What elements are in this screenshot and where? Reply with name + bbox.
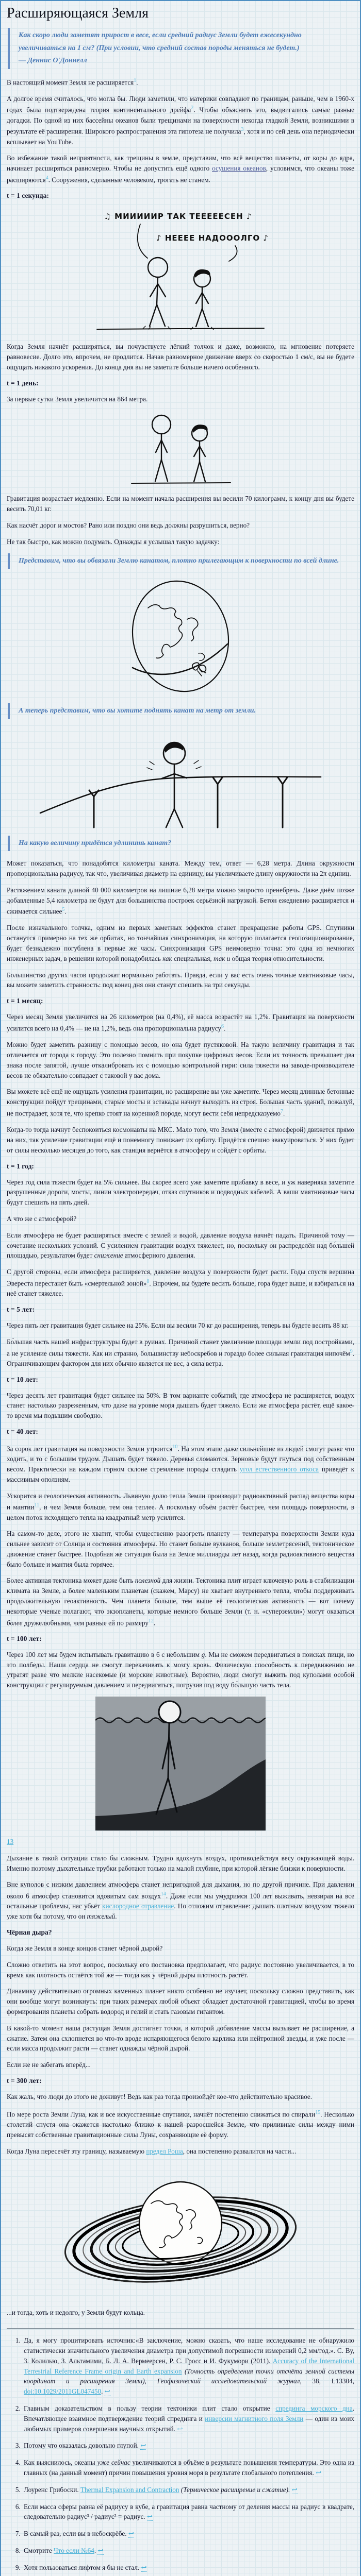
text-run: За сорок лет гравитация на поверхности Земли утроится xyxy=(7,1445,172,1452)
text-run: . Впечатляющее взаимное подтверждение теорий спрединга и xyxy=(24,2404,354,2422)
text-run: дружелюбными, чем равные ей по размеру xyxy=(23,1619,149,1626)
footnote-item xyxy=(22,2529,354,2539)
quote-line: Представим, что вы обвязали Землю канатом, плотно прилегающим к поверхности по всей длине. xyxy=(19,555,347,568)
time-heading xyxy=(7,1428,354,1436)
text-run: для жизни. Тектоника плит играет ключевую роль в стабилизации климата на Земле, а более маленьким планетам (скажем, Марсу) не хватает внутреннего тепла, чтобы поддерживать продолжительную геоактивность. Чем планета больше, тем выше её геологическая активность — вот почему некоторые ученые полагают, что экзопланеты, которые немного больше Земли (т. н. «суперземли») могут оказаться xyxy=(7,1577,354,1615)
text-link[interactable]: осушения океанов xyxy=(212,164,266,172)
paragraph xyxy=(7,1267,354,1299)
paragraph xyxy=(7,1087,354,1118)
text-run: . Несколько столетий спустя она окажется настолько близко к нашей разросшейся Земле, что приливные силы между ними превысят собственные гравитационные силы Луны, сохраняющие её форму. xyxy=(7,2110,354,2139)
text-run: , она постепенно развалится на части... xyxy=(183,2147,296,2155)
paragraph xyxy=(7,2108,354,2140)
paragraph xyxy=(7,1986,354,2016)
text-run: Более активная тектоника может даже быть xyxy=(7,1577,135,1584)
paragraph xyxy=(7,1125,354,1155)
singing-stickfigures-illustration xyxy=(72,207,289,335)
figure-rings xyxy=(7,2162,354,2301)
text-run: Вне куполов с низким давлением атмосфера станет непригодной для дыхания, но по другой причине. При давлении около 6 атмосфер становится ядовитым сам воздух xyxy=(7,1880,354,1900)
figure-swim xyxy=(7,1697,354,1831)
footnote-sup xyxy=(315,2109,320,2115)
text-run: Через десять лет гравитация будет сильнее на 50%. В том варианте событий, где атмосфера не расширяется, воздух станет настолько разреженным, что даже на уровне моря дышать будет тяжело. Если же атмосфера растёт, ещё какое-то время мы подышим свободно. xyxy=(7,1392,354,1420)
text-run: Лоуренс Грибоски. xyxy=(24,2486,80,2494)
heading-text: t = 40 лет: xyxy=(7,1428,38,1435)
text-run: . Но отложим отравление: дышать плотным воздухом тяжело уже хотя бы потому, что он xyxy=(7,1902,354,1920)
paragraph xyxy=(7,153,354,185)
text-link[interactable]: Thermal Expansion and Contraction xyxy=(80,2486,179,2494)
footnote-backlink[interactable]: ↩ xyxy=(141,2564,147,2572)
text-run: За первые сутки Земля увеличится на 864 метра. xyxy=(7,395,147,403)
paragraph xyxy=(7,1960,354,1980)
text-run: . xyxy=(224,1024,225,1032)
text-run: . xyxy=(115,1912,117,1920)
text-run: . xyxy=(136,78,138,86)
time-heading xyxy=(7,1635,354,1643)
text-run: В какой-то момент наша растущая Земля достигнет точки, в которой добавление массы вызывает не расширение, а сжатие. Затем она схлопнется во что-то вроде испаряющегося белого карлика или нейтронной звезды, и уже после — если масса продолжит расти — станет однажды чёрной дырой. xyxy=(7,2024,354,2053)
footnote-sup xyxy=(34,1502,39,1508)
text-run: Смотрите xyxy=(24,2547,54,2554)
footnote-backlink[interactable]: ↩ xyxy=(177,2425,183,2433)
text-link[interactable]: спрединга морского дна xyxy=(275,2404,353,2412)
paragraph xyxy=(7,970,354,991)
quote-line: А теперь представим, что вы хотите поднять канат на метр от земли. xyxy=(19,705,347,718)
emphasis-text: снижение xyxy=(94,1251,123,1259)
text-run: Дыхание в такой ситуации стало бы сложным. Трудно вдохнуть воздух, противодействуя весу окружающей воды. Именно поэтому дыхательные трубки работают только на малой глубине, при которой лёгкие близки к поверхности. xyxy=(7,1854,354,1872)
footnote-ref[interactable]: 7 xyxy=(281,1109,283,1114)
text-run: — один из моих любимых примеров совершения научных открытий. xyxy=(24,2415,354,2433)
text-run: Во избежание такой неприятности, как трещины в земле, представим, что всё вещество планеты, от коры до ядра, начинает расширяться равномерно. Чтобы не допустить ещё одного xyxy=(7,154,354,172)
text-link[interactable]: 13 xyxy=(7,1838,13,1845)
paragraph xyxy=(7,1230,354,1261)
time-heading xyxy=(7,1376,354,1384)
inline-quote xyxy=(8,553,354,569)
text-run: Когда-то тогда начнут беспокоиться космонавты на МКС. Мало того, что Земля (вместе с атмосферой) движется прямо на них, так усиление гравитации ещё и понемногу понижает их орбиту. Придётся спешно эвакуироваться. У них будет от силы несколько месяцев до того, как станция вернётся в атмосферу и сойдёт с орбиты. xyxy=(7,1126,354,1154)
footnote-item xyxy=(22,2441,354,2451)
text-run: Гравитация возрастает медленно. Если на момент начала расширения вы весили 70 килограмм, к концу дня вы будете весить 70,01 кг. xyxy=(7,495,354,513)
footnote-backlink[interactable]: ↩ xyxy=(316,2469,321,2477)
paragraph xyxy=(7,94,354,147)
speech-text: ♫ МИИИИИР ТАК ТЕЕЕЕЕСЕН ♪ xyxy=(104,212,252,221)
text-run: , хотя и по сей день она периодически всплывает на YouTube. xyxy=(7,128,354,146)
footnote-backlink[interactable]: ↩ xyxy=(147,2513,153,2521)
footnote-ref[interactable]: 11 xyxy=(34,1502,39,1508)
text-run: Как выяснилось, океаны xyxy=(24,2459,97,2466)
text-run: приведёт к массивным оползням. xyxy=(7,1465,354,1483)
quote-line: Как скоро люди заметят прирост в весе, если средний радиус Земли будет ежесекундно увеличиваться на 1 см? (При условии, что средний состав породы меняться не будет.) xyxy=(19,29,347,55)
heading-text: Чёрная дыра? xyxy=(7,1928,52,1936)
footnote-backlink[interactable]: ↩ xyxy=(140,2442,146,2450)
text-run: Как жаль, что люди до этого не доживут! Ведь как раз тогда произойдёт кое-что действительно красивое. xyxy=(7,2093,312,2100)
paragraph xyxy=(7,1012,354,1033)
text-run: Можно будет заметить разницу с помощью весов, но она будет пустяковой. На такую величину гравитация и так отличается от города к городу. Это полезно помнить при покупке цифровых весов. Если их точность превышает два знака после запятой, лучше откалибровать их с помощью контрольной гири: сила тяжести на заводе-производителе весов не обязательно совпадает с таковой у вас дома. xyxy=(7,1041,354,1079)
heading-text: t = 1 месяц: xyxy=(7,997,43,1005)
footnote-ref[interactable]: 10 xyxy=(172,1444,177,1450)
text-run: Бо́льшая часть нашей инфраструктуры будет в руинах. Причиной станет увеличение площади земли под постройками, а не усиление силы тяжести. Как ни странно, большинству небоскребов и гораздо более сильная гравитация нипочём xyxy=(7,1338,354,1357)
paragraph xyxy=(7,494,354,514)
text-run: На самом-то деле, этого не хватит, чтобы существенно разогреть планету — температура поверхности Земли куда сильнее зависит от Солнца и состояния атмосферы. Но станет больше вулканов, больше землетрясений, тектоническое движение станет быстрее. Подобная же ситуация была на Земле миллиарды лет назад, когда радиоактивного вещества было больше и мантия была горячее. xyxy=(7,1530,354,1568)
footnote-sup xyxy=(161,1891,166,1897)
footnote-ref[interactable]: 6 xyxy=(221,1024,224,1029)
text-run: Вы можете всё ещё не ощущать усиления гравитации, но расширение вы уже заметите. Через месяц длинные бетонные конструкции пойдут трещинами, старые мосты и эстакады начнут выходить из строя. Большая часть зданий, пожалуй, не пострадает, хотя те, что крепко стоят на коренной породе, могут вести себя непредсказуемо xyxy=(7,1088,354,1117)
text-run: А что же с атмосферой? xyxy=(7,1215,76,1223)
text-run: Ускорится и геологическая активность. Львиную долю тепла Земли производит радиоактивный распад вещества коры и мантии xyxy=(7,1492,354,1511)
text-run: В самый раз, если вы в небоскрёбе. xyxy=(24,2530,127,2537)
text-link[interactable]: инверсии магнитного поля Земли xyxy=(205,2415,303,2422)
text-run: Через месяц Земля увеличится на 26 километров (на 0,4%), её масса возрастёт на 1,2%. Гравитация на поверхности усилится всего на 0,4% — не на 1,2%, ведь она пропорциональна радиусу xyxy=(7,1013,354,1032)
text-run: Может показаться, что понадобятся километры каната. Между тем, ответ — 6,28 метра. Длина окружности пропорциональна радиусу, так что, увеличивая диаметр на единицу, вы увеличиваете длину окружности на 2π единиц. xyxy=(7,859,354,877)
paragraph xyxy=(7,1214,354,1224)
emphasis-text: более xyxy=(7,1619,23,1626)
text-run: Да, я могу процитировать источник:«В заключение, можно сказать, что наше исследование не обнаружило статистически значительного увеличения диаметра при допустимой погрешности измерений 0,2 мм/год.». С. Ву, З. Колилью, З. Альтамими, Б. Л. А. Вермеерсен, Р. С. Гросс и И. Фукумори (2011). xyxy=(24,2336,354,2365)
text-run: Хотя пользоваться лифтом я бы не стал. xyxy=(24,2564,139,2571)
paragraph xyxy=(7,1879,354,1922)
text-run: . Даже если мы умудримся 100 лет выживать, невзирая на все остальные проблемы, нас убьёт xyxy=(7,1892,354,1910)
text-run: Когда же Земля в конце концов станет чёрной дырой? xyxy=(7,1944,162,1952)
figure-stand xyxy=(7,410,354,487)
paragraph xyxy=(7,1943,354,1954)
ringed-earth-illustration xyxy=(59,2162,302,2301)
footnote-backlink[interactable]: ↩ xyxy=(105,2387,110,2396)
footnote-backlink[interactable]: ↩ xyxy=(128,2530,134,2538)
footnotes-divider xyxy=(7,2328,354,2329)
footnote-sup xyxy=(149,1618,154,1624)
text-link[interactable]: Accuracy of the International Terrestrial Reference Frame origin and Earth expansion xyxy=(24,2357,354,2375)
text-link[interactable]: угол естественного откоса xyxy=(240,1465,319,1473)
text-run: Как насчёт дорог и мостов? Рано или поздно они ведь должны разрушиться, верно? xyxy=(7,521,250,529)
footnote-ref[interactable]: 14 xyxy=(161,1891,166,1897)
text-run: Через год сила тяжести будет на 5% сильнее. Вы скорее всего уже заметите прибавку в весе, и уж наверняка заметите разрушенные дороги, мосты, линии электропередач, отказ спутников и подводных кабелей. А ваши маятниковые часы будут спешить на пять дней. xyxy=(7,1178,354,1207)
footnote-item xyxy=(22,2485,354,2495)
footnote-backlink[interactable]: ↩ xyxy=(292,2486,298,2494)
paragraph xyxy=(7,1650,354,1690)
page-title: Расширяющаяся Земля xyxy=(7,5,354,22)
text-run: . xyxy=(154,1619,155,1626)
text-run: , и чем Земля больше, тем она теплее. А поскольку объём растёт быстрее, чем площадь поверхности, в целом поток исходящего тепла на квадратный метр усилится. xyxy=(7,1503,354,1521)
paragraph xyxy=(7,520,354,531)
text-run: , условимся, что океаны тоже расширяются xyxy=(7,164,354,183)
figure-globe xyxy=(7,576,354,697)
time-heading xyxy=(7,379,354,387)
text-run: . На этом этапе даже сильнейшие из людей смогут разве что ходить, и то с большим трудом. Дышать будет тяжело. Деревья сломаются. Зерновые будут гнуться под собственным весом. Практически на каждом горном склоне стремление породы сгладить xyxy=(7,1445,354,1473)
text-run: Через пять лет гравитация будет сильнее на 25%. Если вы весили 70 кг до расширения, теперь вы будете весить 88 кг. xyxy=(7,1321,349,1329)
paragraph xyxy=(7,1040,354,1080)
text-run: По мере роста Земли Луна, как и все искусственные спутники, начнёт постепенно снижаться по спирали xyxy=(7,2110,315,2118)
text-run: Если масса сферы равна её радиусу в кубе, а гравитация равна частному от деления массы на радиус в квадрате, следовательно радиус³ / радиус² = радиус. xyxy=(24,2503,354,2521)
two-stickfigures-illustration xyxy=(116,410,245,487)
paragraph xyxy=(7,1837,354,1847)
text-link[interactable]: doi:10.1029/2011GL047450 xyxy=(24,2387,101,2395)
time-heading xyxy=(7,997,354,1005)
paragraph xyxy=(7,76,354,88)
text-run: Сложно ответить на этот вопрос, поскольку его постановка предполагает, что радиус постоянно увеличивается, в то время как плотность остаётся той же — тогда как у чёрной дыры плотность растёт. xyxy=(7,1961,354,1979)
text-run: . Мы не сможем передвигаться в поисках пищи, но это полбеды. Наши сердца не смогут перекачивать к мозгу кровь. Физическую способность к передвижению не утратят разве что мелкие насекомые (и морские животные). Вероятно, люди смогут выжить под куполами особой конструкции с регулируемым давлением и передвигаться, погрузив под воду бо́льшую часть тела. xyxy=(7,1651,354,1689)
text-run: Не так быстро, как можно подумать. Однажды я услышал такую задачку: xyxy=(7,538,219,546)
article-page xyxy=(1,1,360,2576)
text-run: Большинство других часов продолжат нормально работать. Правда, если у вас есть очень точные маятниковые часы, вы можете заметить странность: под конец дня они станут спешить на три секунды. xyxy=(7,971,354,989)
paragraph xyxy=(7,1853,354,1874)
time-heading xyxy=(7,2077,354,2085)
heading-text: t = 1 секунда: xyxy=(7,192,49,199)
text-run: Когда Земля начнёт расширяться, вы почувствуете лёгкий толчок и даже, возможно, на мгновение потеряете равновесие. Долго это, впрочем, не продлится. Начав равномерное движение вверх со скоростью 1 см/с, вы не будете ощущать никакого ускорения. До конца дня вы не заметите больше ничего особенного. xyxy=(7,343,354,371)
emphasis-text: (Термическое расширение и сжатие). xyxy=(181,2486,290,2494)
footnote-ref[interactable]: 4 xyxy=(46,175,48,181)
text-run: Динамику действительно огромных каменных планет никто особенно не изучает, поскольку сложно представить, как они вообще могут возникнуть: при таких размерах любой объект обладает достаточной гравитацией, чтобы во время формирования планеты собрать водород и гелий и стать газовым гигантом. xyxy=(7,1987,354,2015)
paragraph xyxy=(7,1337,354,1369)
paragraph xyxy=(7,1491,354,1523)
text-run: Когда Луна пересечёт эту границу, называемую xyxy=(7,2147,146,2155)
paragraph xyxy=(7,1529,354,1569)
figure-rope xyxy=(7,726,354,829)
text-run: . Ограничивающим фактором для них обычно является не вес, а сила ветра. xyxy=(7,1349,354,1367)
paragraph xyxy=(7,1391,354,1421)
figure-sing xyxy=(7,207,354,335)
footnote-item xyxy=(22,2546,354,2556)
footnote-ref[interactable]: 1 xyxy=(134,78,136,83)
emphasis-text: полезной xyxy=(135,1577,161,1584)
footnote-item xyxy=(22,2335,354,2397)
text-run: С другой стороны, если атмосфера расширяется, давление воздуха у поверхности будет расти. Годы спустя вершина Эвереста перестанет быть «смертельной зоной» xyxy=(7,1268,354,1287)
quote-line: На какую величину придётся удлинить канат? xyxy=(19,837,347,850)
heading-text: t = 100 лет: xyxy=(7,1635,42,1642)
time-heading xyxy=(7,1162,354,1171)
text-run: . Чтобы объяснить это, выдвигались самые разные догадки. По одной из них бассейны океанов были трещинами на поверхности некогда гладкой Земли, возникшими в результате её расширения. Широкого распространения эта гипотеза не получила xyxy=(7,106,354,135)
emphasis-text: (Точность определения точки отсчёта земной системы координат и расширения Земли), Геофизический исследовательский журнал xyxy=(24,2367,354,2385)
text-run: Главным доказательством в пользу теории тектоники плит стало открытие xyxy=(24,2404,275,2412)
heading-text: t = 5 лет: xyxy=(7,1306,35,1313)
footnote-item xyxy=(22,2458,354,2478)
speech-text: ♪ НЕЕЕЕ НАДОООЛГО ♪ xyxy=(156,233,269,243)
footnote-ref[interactable]: 15 xyxy=(315,2110,320,2115)
footnote-ref[interactable]: 5 xyxy=(62,907,64,912)
text-run: , 38, L13304, xyxy=(300,2377,354,2385)
paragraph xyxy=(7,923,354,963)
footnote-item xyxy=(22,2563,354,2573)
emphasis-text: тяжелый xyxy=(87,1912,116,1920)
globe-with-rope-illustration xyxy=(121,576,240,697)
text-run: Через 100 лет мы будем испытывать гравитацию в 6 с небольшим xyxy=(7,1651,202,1658)
footnote-sup xyxy=(172,1444,177,1450)
text-link[interactable]: Что если №64 xyxy=(54,2547,94,2554)
text-run: ...и тогда, хоть и недолго, у Земли будут кольца. xyxy=(7,2309,145,2316)
text-run: атмосферного давления. xyxy=(123,1251,195,1259)
footnotes-list xyxy=(7,2335,354,2576)
heading-text: t = 1 день: xyxy=(7,379,39,387)
raised-rope-illustration xyxy=(36,726,325,829)
paragraph xyxy=(7,885,354,917)
paragraph xyxy=(7,2023,354,2054)
text-run: . xyxy=(64,908,66,916)
emphasis-text: как xyxy=(162,955,172,962)
inline-quote xyxy=(8,836,354,852)
footnote-ref[interactable]: 3 xyxy=(241,127,243,132)
text-run: общая теория относительности. xyxy=(230,955,324,962)
text-run: Потому что оказалась довольно глупой. xyxy=(24,2442,139,2449)
text-run: . Впрочем, вы будете весить больше, гора будет выше, и взбираться на неё станет тяжелее. xyxy=(7,1279,354,1297)
footnote-backlink[interactable]: ↩ xyxy=(97,2547,103,2555)
text-run: А долгое время считалось, что могла бы. Люди заметили, что материки совпадают по границам, раньше, чем в 1960-х годах была подтверждена теория континентального дрейфа xyxy=(7,95,354,114)
text-run: Если же не забегать вперёд... xyxy=(7,2061,91,2069)
text-run: После изначального толчка, одним из первых заметных эффектов станет прекращение работы GPS. Спутники останутся примерно на тех же орбитах, но тончайшая синхронизация, на которую полагается геопозиционирование, будет безнадежно погублена в первые же часы. Синхронизация GPS неимоверно точна: это одна из немногих инженерных задач, в решении которой понадобилась xyxy=(7,924,354,962)
paragraph xyxy=(7,342,354,372)
quote-attribution: — Деннис О'Доннелл xyxy=(19,55,347,67)
paragraph xyxy=(7,2060,354,2070)
inline-quote xyxy=(8,703,354,719)
intro-quote xyxy=(8,28,354,69)
heading-text: t = 300 лет: xyxy=(7,2077,42,2084)
text-run: В настоящий момент Земля не расширяется xyxy=(7,78,134,86)
article-content xyxy=(7,76,354,2576)
footnote-ref[interactable]: 8 xyxy=(146,1279,149,1284)
paragraph xyxy=(7,2146,354,2157)
paragraph xyxy=(7,1320,354,1331)
footnote-ref[interactable]: 12 xyxy=(149,1618,154,1624)
text-run: специальная, xyxy=(172,955,214,962)
emphasis-text: так и xyxy=(214,955,230,962)
paragraph xyxy=(7,858,354,879)
text-run: Если атмосфера не будет расширяться вместе с землей и водой, давление воздуха начнёт падать. Причиной тому — сочетание нескольких условий. С усилением гравитации воздух тяжелеет, но, поскольку он распределён над бо́льшей площадью, результатом будет xyxy=(7,1231,354,1260)
paragraph xyxy=(7,1575,354,1628)
text-link[interactable]: кислородное отравление xyxy=(102,1902,174,1910)
footnote-ref[interactable]: 9 xyxy=(350,1349,353,1354)
text-run: Растяжением каната длиной 40 000 километров на лишние 6,28 метра можно запросто пренебречь. Даже днём позже добавленные 5,4 километра не будут для большинства построек серьёзной нагрузкой. Бетон ежедневно расширяется и сжимается сильнее xyxy=(7,886,354,916)
text-run: . xyxy=(283,1109,285,1117)
text-run: . Сооружения, сделанные человеком, трогать не станем. xyxy=(48,176,210,183)
emphasis-text: уже сейчас xyxy=(97,2459,130,2466)
submerged-person-illustration xyxy=(95,1697,266,1831)
paragraph xyxy=(7,1177,354,1208)
paragraph xyxy=(7,2092,354,2102)
time-heading xyxy=(7,192,354,200)
time-heading xyxy=(7,1306,354,1314)
paragraph xyxy=(7,1443,354,1485)
paragraph xyxy=(7,394,354,404)
footnote-ref[interactable]: 2 xyxy=(191,105,193,111)
paragraph xyxy=(7,2308,354,2318)
footnote-item xyxy=(22,2403,354,2434)
text-link[interactable]: предел Роша xyxy=(146,2147,183,2155)
emphasis-text: g xyxy=(202,1651,205,1658)
heading-text: t = 10 лет: xyxy=(7,1376,38,1383)
text-run: . xyxy=(94,2547,96,2554)
heading-text: t = 1 год: xyxy=(7,1162,34,1170)
section-heading xyxy=(7,1928,354,1937)
paragraph xyxy=(7,537,354,547)
footnote-item xyxy=(22,2502,354,2522)
text-run: . xyxy=(101,2387,103,2395)
text-run: увеличиваются в объёме в результате повышения температуры. Это одна из главных (на данный момент) причин повышения уровня моря в результате глобального потепления. xyxy=(24,2459,354,2477)
